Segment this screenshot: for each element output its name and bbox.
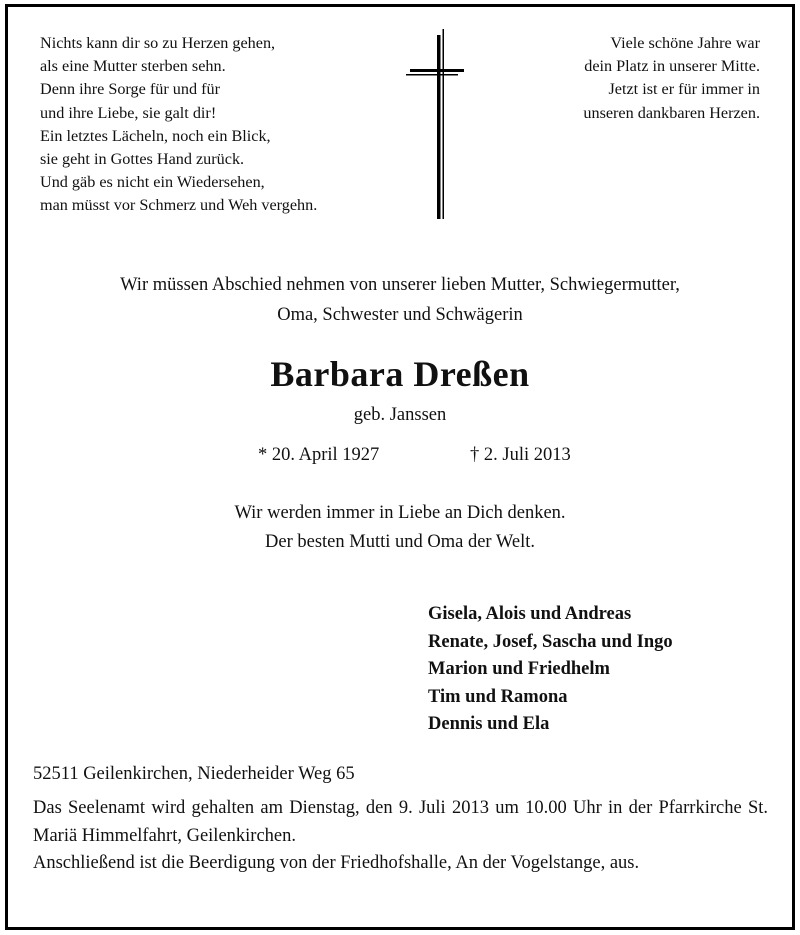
poem-right <box>583 32 760 125</box>
obituary-notice <box>5 4 795 930</box>
service-details <box>33 795 768 878</box>
mourner-entry: Marion und Friedhelm <box>428 659 610 679</box>
mourner-entry: Renate, Josef, Sascha und Ingo <box>428 631 673 652</box>
deceased-name: Barbara Dreßen <box>270 354 530 394</box>
birth-date: * 20. April 1927 <box>258 445 380 465</box>
poem-line: Ein letztes Lächeln, noch ein Blick, <box>40 126 271 145</box>
poem-line: Jetzt ist er für immer in <box>608 80 760 99</box>
family-address: 52511 Geilenkirchen, Niederheider Weg 65 <box>33 764 355 784</box>
mourner-entry: Gisela, Alois und Andreas <box>428 604 632 624</box>
intro-line: Oma, Schwester und Schwägerin <box>277 305 523 325</box>
poem-line: man müsst vor Schmerz und Weh vergehn. <box>40 196 318 215</box>
mourner-entry: Tim und Ramona <box>428 686 568 707</box>
service-notice: Das Seelenamt wird gehalten am Dienstag, den 9. Juli 2013 um 10.00 Uhr in der Pfarrkirche St. Mariä Himmelfahrt, Geilenkirchen. <box>33 798 768 846</box>
poem-line: Nichts kann dir so zu Herzen gehen, <box>40 34 276 52</box>
intro-line: Wir müssen Abschied nehmen von unserer lieben Mutter, Schwiegermutter, <box>120 275 680 295</box>
poem-line: unseren dankbaren Herzen. <box>583 103 760 122</box>
birth-name: geb. Janssen <box>353 405 447 425</box>
poem-line: und ihre Liebe, sie galt dir! <box>40 103 217 122</box>
poem-left <box>40 32 317 218</box>
memorial-line: Wir werden immer in Liebe an Dich denken. <box>234 503 566 523</box>
poem-line: als eine Mutter sterben sehn. <box>40 57 226 76</box>
poem-line: sie geht in Gottes Hand zurück. <box>40 150 245 169</box>
mourner-entry: Dennis und Ela <box>428 714 550 734</box>
memorial-line: Der besten Mutti und Oma der Welt. <box>265 532 535 552</box>
poem-line: Viele schöne Jahre war <box>610 34 760 52</box>
burial-notice: Anschließend ist die Beerdigung von der Friedhofshalle, An der Vogelstange, aus. <box>33 853 640 873</box>
poem-line: dein Platz in unserer Mitte. <box>584 57 760 76</box>
memorial-text <box>8 499 792 557</box>
cross-icon <box>406 29 466 219</box>
poem-line: Denn ihre Sorge für und für <box>40 80 220 99</box>
mourners-list <box>428 601 673 739</box>
farewell-intro <box>8 270 792 330</box>
poem-line: Und gäb es nicht ein Wiedersehen, <box>40 173 265 192</box>
death-date: † 2. Juli 2013 <box>470 445 571 465</box>
